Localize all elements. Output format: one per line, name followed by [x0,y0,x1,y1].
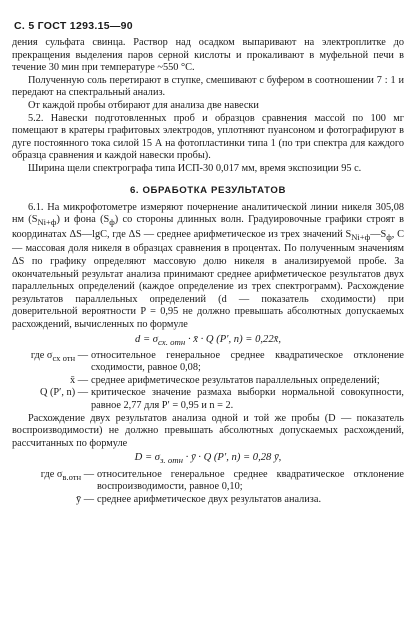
where-symbol: где $\sigma_{сх отн}$ — [30,349,88,363]
where-definition: среднее арифметическое двух результатов анализа. [97,493,322,505]
paragraph-sulfate: дения сульфата свинца. Раствор над осадком выпаривают на электроплитке до прекращения выделения паров серной кислоты и прокаливают в муфельной печи в течение 30 мин при температуре ~550 °С. [12,37,404,74]
where-definition: среднее арифметическое результатов параллельных определений; [91,374,380,386]
where-symbol: x̄ — [69,374,88,386]
where-block-2 [12,469,404,507]
where-definition: относительное генеральное среднее квадратическое отклонение сходимости, равное 0,08; [91,349,404,374]
formula-d: $d = \sigma_{сх. отн}$ · x̄ · Q (P′, n) = 0,22x̄, [135,333,281,347]
where-definition: критическое значение размаха выборки нормальной совокупности, равное 2,77 для P′ = 0,95 и n = 2. [91,387,404,412]
page-header: С. 5 ГОСТ 1293.15—90 [14,20,133,32]
where-definition: относительное генеральное среднее квадратическое отклонение воспроизводимости, равное 0,10; [97,468,404,493]
where-symbol: где $\sigma_{в.отн}$ — [40,468,94,482]
section-title: 6. ОБРАБОТКА РЕЗУЛЬТАТОВ [130,184,286,196]
where-block-1 [12,350,404,413]
document-page [12,20,404,506]
paragraph-5-2: 5.2. Навески подготовленных проб и образцов сравнения массой по 100 мг помещают в кратеры графитовых электродов, уплотняют пуансоном и фотографируют в дуге постоянного тока силой 15 А на фотопластинки типа 1 (по три спектра для каждого образца сравнения и каждой навески пробы). [12,112,404,162]
where-symbol: ȳ — [75,493,94,505]
where-symbol: Q (P′, n) — [39,387,88,399]
paragraph-salt: Полученную соль перетирают в ступке, смешивают с буфером в соотношении 7 : 1 и передают на спектральный анализ. [12,74,404,99]
paragraph-slit: Ширина щели спектрографа типа ИСП-30 0,017 мм, время экспозиции 95 с. [28,162,362,174]
paragraph-6-1: 6.1. На микрофотометре измеряют почернение аналитической линии никеля 305,08 нм $(S_{Ni+ф})$ и фона $(S_ф)$ со стороны длинных волн. Градуировочные графики строят в координатах ΔS—lgC, где ΔS — среднее арифметическое из трех значений $S_{Ni+ф}—S_ф$, C — массовая доля никеля в образцах сравнения в процентах. По полученным значениям ΔS по графику определяют массовую долю никеля в анализируемой пробе. За окончательный результат анализа принимают среднее арифметическое результатов двух параллельных определений (каждое определение из трех спектрограмм). Расхождение результатов параллельных определений (d — показатель сходимости) при доверительной вероятности P = 0,95 не должно превышать абсолютных допускаемых расхождений, вычисленных по формуле [12,201,404,330]
paragraph-reproducibility: Расхождение двух результатов анализа одной и той же пробы (D — показатель воспроизводимости) не должно превышать абсолютных допускаемых расхождений, рассчитанных по формуле [12,412,404,449]
paragraph-samples: От каждой пробы отбирают для анализа две навески [28,99,259,111]
formula-D: $D = \sigma_{з. отн}$ · ȳ · Q (P′, n) = 0,28 ȳ, [134,452,282,466]
